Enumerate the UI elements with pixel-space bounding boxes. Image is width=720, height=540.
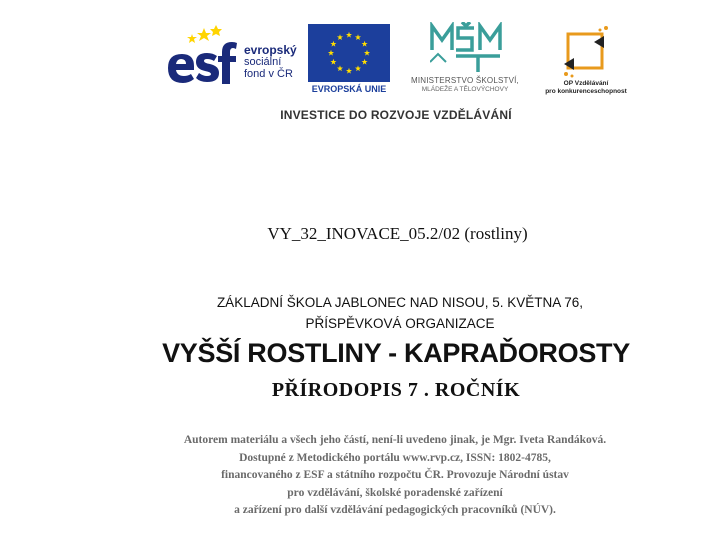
school-name: [0, 292, 720, 334]
esf-text: [244, 44, 297, 80]
author-note: [110, 432, 680, 520]
msmt-line1: MINISTERSTVO ŠKOLSTVÍ,: [411, 76, 519, 85]
subject-heading: PŘÍRODOPIS 7 . ROČNÍK: [271, 379, 521, 401]
school-line1: ZÁKLADNÍ ŠKOLA JABLONEC NAD NISOU, 5. KVĚTNA 76,: [216, 295, 584, 310]
esf-line2: sociální: [244, 56, 282, 68]
opvk-text: [540, 80, 632, 96]
opvk-logo: [540, 18, 632, 104]
author-line4: pro vzdělávání, školské poradenské zařízení: [287, 486, 503, 499]
esf-line1: evropský: [244, 43, 297, 57]
eu-logo: [308, 24, 390, 98]
author-line2: Dostupné z Metodického portálu www.rvp.cz, ISSN: 1802-4785,: [239, 451, 551, 464]
page-title: VYŠŠÍ ROSTLINY - KAPRAĎOROSTY: [162, 338, 630, 368]
eu-flag-icon: [308, 24, 390, 82]
eu-caption: EVROPSKÁ UNIE: [311, 84, 387, 94]
esf-line3: fond v ČR: [244, 68, 293, 80]
msmt-mark-icon: [430, 22, 502, 74]
author-line3: financovaného z ESF a státního rozpočtu ČR. Provozuje Národní ústav: [221, 469, 569, 481]
opvk-line1: OP Vzdělávání: [563, 80, 609, 87]
msmt-logo: [392, 22, 538, 102]
material-code: VY_32_INOVACE_05.2/02 (rostliny): [267, 224, 528, 243]
logo-bar: [160, 18, 640, 104]
esf-logo: [164, 22, 304, 98]
author-line1: Autorem materiálu a všech jeho částí, není-li uvedeno jinak, je Mgr. Iveta Randáková.: [183, 434, 607, 446]
author-line5: a zařízení pro další vzdělávání pedagogických pracovníků (NÚV).: [234, 504, 556, 516]
opvk-mark-icon: [560, 24, 612, 78]
investice-banner: INVESTICE DO ROZVOJE VZDĚLÁVÁNÍ: [280, 108, 512, 122]
school-line2: PŘÍSPĚVKOVÁ ORGANIZACE: [305, 316, 495, 331]
msmt-line2: MLÁDEŽE A TĚLOVÝCHOVY: [421, 86, 509, 93]
opvk-line2: pro konkurenceschopnost: [545, 88, 627, 95]
esf-mark-icon: [164, 22, 242, 98]
